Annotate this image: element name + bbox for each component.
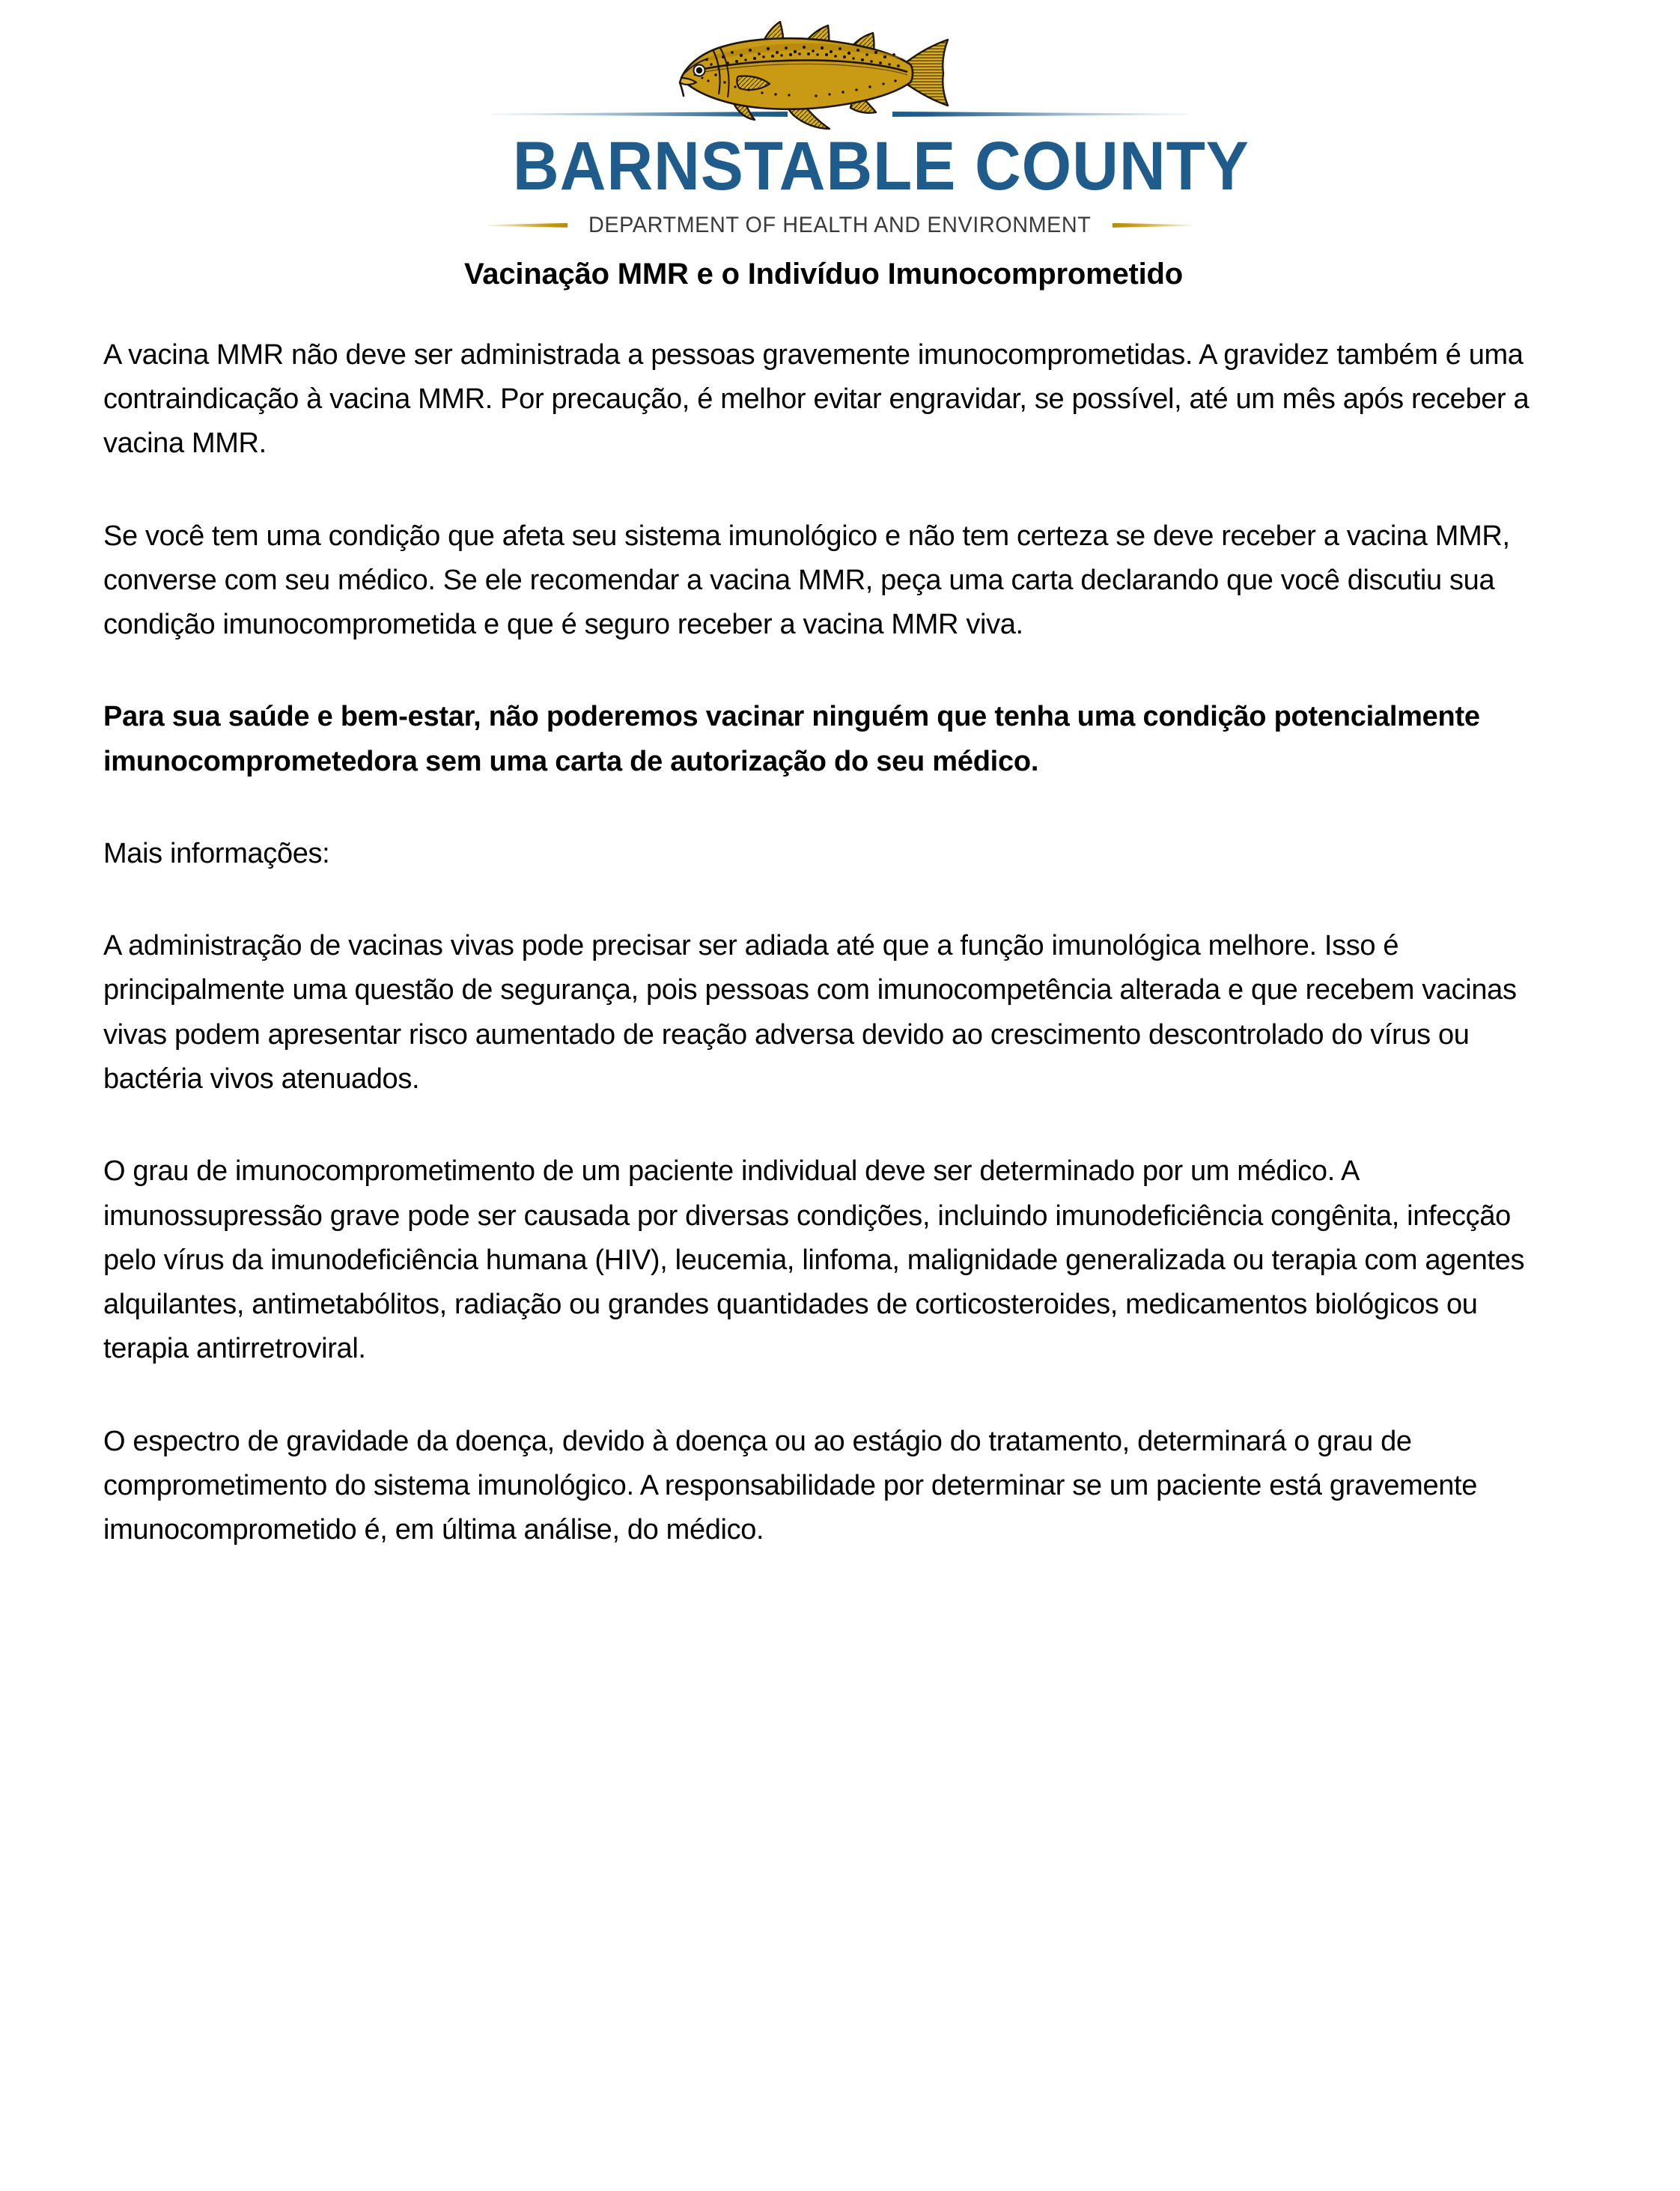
spacer xyxy=(103,647,1559,695)
paragraph-6: O grau de imunocomprometimento de um paciente individual deve ser determinado por um médico. A imunossupressão grave pode ser causada por diversas condições, incluindo imunodeficiência congênita, infecção pelo vírus da imunodeficiência humana (HIV), leucemia, linfoma, malignidade generalizada ou terapia com agentes alquilantes, antimetabólitos, radiação ou grandes quantidades de corticosteroides, medicamentos biológicos ou terapia antirretroviral. xyxy=(103,1155,1525,1365)
spacer xyxy=(103,467,1559,514)
tagline-dash-right-icon xyxy=(1113,223,1192,228)
spacer xyxy=(103,876,1559,924)
spacer xyxy=(103,1101,1559,1149)
logo-fish-row xyxy=(488,13,1192,133)
paragraph-1: A vacina MMR não deve ser administrada a pessoas gravemente imunocomprometidas. A gravidez também é uma contraindicação à vacina MMR. Por precaução, é melhor evitar engravidar, se possível, até um mês após receber a vacina MMR. xyxy=(103,338,1530,460)
logo-tagline: DEPARTMENT OF HEALTH AND ENVIRONMENT xyxy=(588,212,1092,237)
paragraph-2: Se você tem uma condição que afeta seu sistema imunológico e não tem certeza se deve receber a vacina MMR, converse com seu médico. Se ele recomendar a vacina MMR, peça uma carta declarando que você discutiu sua condição imunocomprometida e que é seguro receber a vacina MMR viva. xyxy=(103,520,1510,641)
tagline-dash-left-icon xyxy=(488,223,567,228)
paragraph-3-emphasis: Para sua saúde e bem-estar, não poderemos vacinar ninguém que tenha uma condição potencialmente imunocomprometedora sem uma carta de autorização do seu médico. xyxy=(103,701,1480,777)
paragraph-7: O espectro de gravidade da doença, devido à doença ou ao estágio do tratamento, determinará o grau de comprometimento do sistema imunológico. A responsabilidade por determinar se um paciente está gravemente imunocomprometido é, em última análise, do médico. xyxy=(103,1425,1478,1546)
logo-wordmark: BARNSTABLE COUNTY xyxy=(512,128,1250,204)
paragraph-5: A administração de vacinas vivas pode precisar ser adiada até que a função imunológica melhore. Isso é principalmente uma questão de segurança, pois pessoas com imunocompetência alterada e que recebem vacinas vivas podem apresentar risco aumentado de reação adversa devido ao crescimento descontrolado do vírus ou bactéria vivos atenuados. xyxy=(103,930,1517,1096)
cod-fish-icon xyxy=(669,15,984,133)
spacer xyxy=(103,784,1559,832)
paragraph-4-more-info-label: Mais informações: xyxy=(103,837,330,869)
spacer xyxy=(103,1372,1559,1420)
page-title: Vacinação MMR e o Indivíduo Imunocomprometido xyxy=(464,257,1183,291)
barnstable-county-logo xyxy=(488,0,1250,238)
spacer xyxy=(103,291,1559,333)
logo-tagline-row xyxy=(488,213,1192,238)
document-body xyxy=(0,258,1680,1553)
